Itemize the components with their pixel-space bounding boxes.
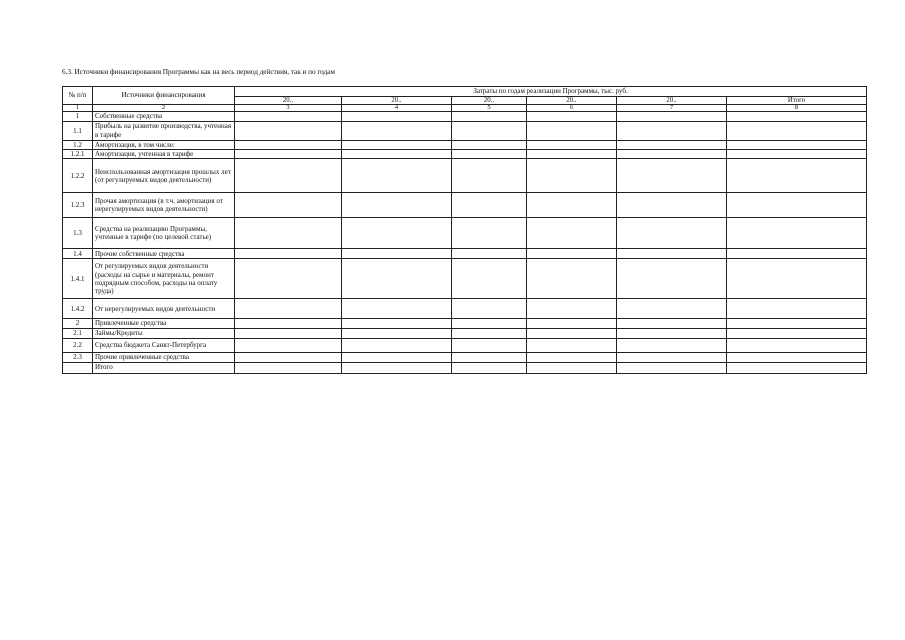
value-cell xyxy=(235,150,342,159)
table-row xyxy=(63,159,867,193)
value-cell xyxy=(342,218,452,249)
row-source-name: Прочие собственные средства xyxy=(93,249,235,259)
value-cell xyxy=(342,150,452,159)
value-cell xyxy=(235,140,342,149)
column-index: 2 xyxy=(93,105,235,112)
value-cell xyxy=(527,150,617,159)
value-cell xyxy=(452,150,527,159)
value-cell xyxy=(527,328,617,338)
row-number: 1.2.2 xyxy=(63,159,93,193)
column-index: 1 xyxy=(63,105,93,112)
value-cell xyxy=(727,150,867,159)
value-cell xyxy=(342,319,452,328)
value-cell xyxy=(527,249,617,259)
row-number: 2.2 xyxy=(63,338,93,352)
value-cell xyxy=(617,112,727,121)
value-cell xyxy=(342,193,452,218)
value-cell xyxy=(235,112,342,121)
value-cell xyxy=(617,362,727,373)
value-cell xyxy=(452,299,527,319)
row-source-name: Прочая амортизация (в т.ч. амортизация от нерегулируемых видов деятельности) xyxy=(93,193,235,218)
header-year: 20.. xyxy=(342,97,452,105)
value-cell xyxy=(342,249,452,259)
value-cell xyxy=(617,150,727,159)
value-cell xyxy=(527,259,617,299)
header-total: Итого xyxy=(727,97,867,105)
value-cell xyxy=(235,319,342,328)
value-cell xyxy=(617,218,727,249)
value-cell xyxy=(727,121,867,140)
value-cell xyxy=(617,193,727,218)
value-cell xyxy=(527,362,617,373)
table-row xyxy=(63,259,867,299)
table-row xyxy=(63,352,867,362)
value-cell xyxy=(617,121,727,140)
value-cell xyxy=(342,140,452,149)
value-cell xyxy=(527,112,617,121)
row-source-name: Привлеченные средства xyxy=(93,319,235,328)
value-cell xyxy=(452,193,527,218)
column-index: 4 xyxy=(342,105,452,112)
value-cell xyxy=(527,193,617,218)
value-cell xyxy=(527,140,617,149)
row-number: 1 xyxy=(63,112,93,121)
row-source-name: От нерегулируемых видов деятельности xyxy=(93,299,235,319)
value-cell xyxy=(452,319,527,328)
row-number: 1.4.2 xyxy=(63,299,93,319)
row-source-name: От регулируемых видов деятельности (расходы на сырье и материалы, ремонт подрядным способом, расходы на оплату труда) xyxy=(93,259,235,299)
table-row xyxy=(63,112,867,121)
value-cell xyxy=(527,352,617,362)
value-cell xyxy=(617,159,727,193)
table-row xyxy=(63,140,867,149)
header-year: 20.. xyxy=(617,97,727,105)
table-row xyxy=(63,338,867,352)
row-number: 1.1 xyxy=(63,121,93,140)
column-index: 7 xyxy=(617,105,727,112)
value-cell xyxy=(727,193,867,218)
value-cell xyxy=(235,328,342,338)
table-body xyxy=(63,112,867,373)
value-cell xyxy=(727,249,867,259)
value-cell xyxy=(342,159,452,193)
financing-table xyxy=(62,86,867,374)
value-cell xyxy=(727,218,867,249)
table-row xyxy=(63,319,867,328)
row-number: 2.3 xyxy=(63,352,93,362)
value-cell xyxy=(235,249,342,259)
value-cell xyxy=(727,159,867,193)
row-source-name: Прибыль на развитие производства, учтенная в тарифе xyxy=(93,121,235,140)
value-cell xyxy=(235,352,342,362)
value-cell xyxy=(452,140,527,149)
value-cell xyxy=(235,218,342,249)
table-row xyxy=(63,249,867,259)
value-cell xyxy=(342,299,452,319)
value-cell xyxy=(617,352,727,362)
value-cell xyxy=(617,299,727,319)
value-cell xyxy=(342,121,452,140)
value-cell xyxy=(452,338,527,352)
value-cell xyxy=(342,112,452,121)
value-cell xyxy=(235,362,342,373)
value-cell xyxy=(452,259,527,299)
value-cell xyxy=(452,218,527,249)
row-source-name: Итого xyxy=(93,362,235,373)
row-number: 1.4.1 xyxy=(63,259,93,299)
value-cell xyxy=(527,121,617,140)
value-cell xyxy=(527,299,617,319)
header-costs-group: Затраты по годам реализации Программы, тыс. руб. xyxy=(235,87,867,97)
column-index: 6 xyxy=(527,105,617,112)
value-cell xyxy=(527,159,617,193)
row-number: 2.1 xyxy=(63,328,93,338)
value-cell xyxy=(342,352,452,362)
value-cell xyxy=(617,319,727,328)
value-cell xyxy=(727,259,867,299)
value-cell xyxy=(452,249,527,259)
value-cell xyxy=(452,352,527,362)
header-source: Источники финансирования xyxy=(93,87,235,105)
row-source-name: Прочие привлеченные средства xyxy=(93,352,235,362)
column-index: 3 xyxy=(235,105,342,112)
row-source-name: Займы/Кредиты xyxy=(93,328,235,338)
value-cell xyxy=(727,112,867,121)
table-row xyxy=(63,299,867,319)
row-source-name: Неиспользованная амортизация прошлых лет (от регулируемых видов деятельности) xyxy=(93,159,235,193)
value-cell xyxy=(452,121,527,140)
column-index: 8 xyxy=(727,105,867,112)
value-cell xyxy=(527,338,617,352)
value-cell xyxy=(617,338,727,352)
row-source-name: Средства бюджета Санкт-Петербурга xyxy=(93,338,235,352)
row-source-name: Средства на реализацию Программы, учтенные в тарифе (по целевой статье) xyxy=(93,218,235,249)
value-cell xyxy=(342,259,452,299)
value-cell xyxy=(452,159,527,193)
column-index: 5 xyxy=(452,105,527,112)
row-number: 1.3 xyxy=(63,218,93,249)
value-cell xyxy=(235,338,342,352)
row-number: 1.2.3 xyxy=(63,193,93,218)
table-row xyxy=(63,218,867,249)
value-cell xyxy=(235,121,342,140)
value-cell xyxy=(527,218,617,249)
row-number: 1.2.1 xyxy=(63,150,93,159)
value-cell xyxy=(727,362,867,373)
value-cell xyxy=(727,352,867,362)
value-cell xyxy=(617,259,727,299)
value-cell xyxy=(727,299,867,319)
header-year: 20.. xyxy=(235,97,342,105)
value-cell xyxy=(235,259,342,299)
value-cell xyxy=(235,159,342,193)
value-cell xyxy=(452,112,527,121)
value-cell xyxy=(727,328,867,338)
row-number: 1.2 xyxy=(63,140,93,149)
row-source-name: Собственные средства xyxy=(93,112,235,121)
value-cell xyxy=(342,328,452,338)
row-source-name: Амортизация, учтенная в тарифе xyxy=(93,150,235,159)
row-source-name: Амортизация, в том числе: xyxy=(93,140,235,149)
header-num: № п/п xyxy=(63,87,93,105)
value-cell xyxy=(235,193,342,218)
table-row xyxy=(63,121,867,140)
table-row xyxy=(63,362,867,373)
header-year: 20.. xyxy=(527,97,617,105)
header-year: 20.. xyxy=(452,97,527,105)
value-cell xyxy=(617,140,727,149)
value-cell xyxy=(617,328,727,338)
row-number: 1.4 xyxy=(63,249,93,259)
value-cell xyxy=(342,362,452,373)
value-cell xyxy=(342,338,452,352)
value-cell xyxy=(452,328,527,338)
value-cell xyxy=(235,299,342,319)
row-number xyxy=(63,362,93,373)
table-row xyxy=(63,193,867,218)
value-cell xyxy=(727,319,867,328)
table-row xyxy=(63,328,867,338)
section-caption: 6.3. Источники финансирования Программы как на весь период действия, так и по годам xyxy=(62,67,335,76)
value-cell xyxy=(617,249,727,259)
value-cell xyxy=(452,362,527,373)
table-row xyxy=(63,150,867,159)
row-number: 2 xyxy=(63,319,93,328)
value-cell xyxy=(727,140,867,149)
value-cell xyxy=(527,319,617,328)
value-cell xyxy=(727,338,867,352)
